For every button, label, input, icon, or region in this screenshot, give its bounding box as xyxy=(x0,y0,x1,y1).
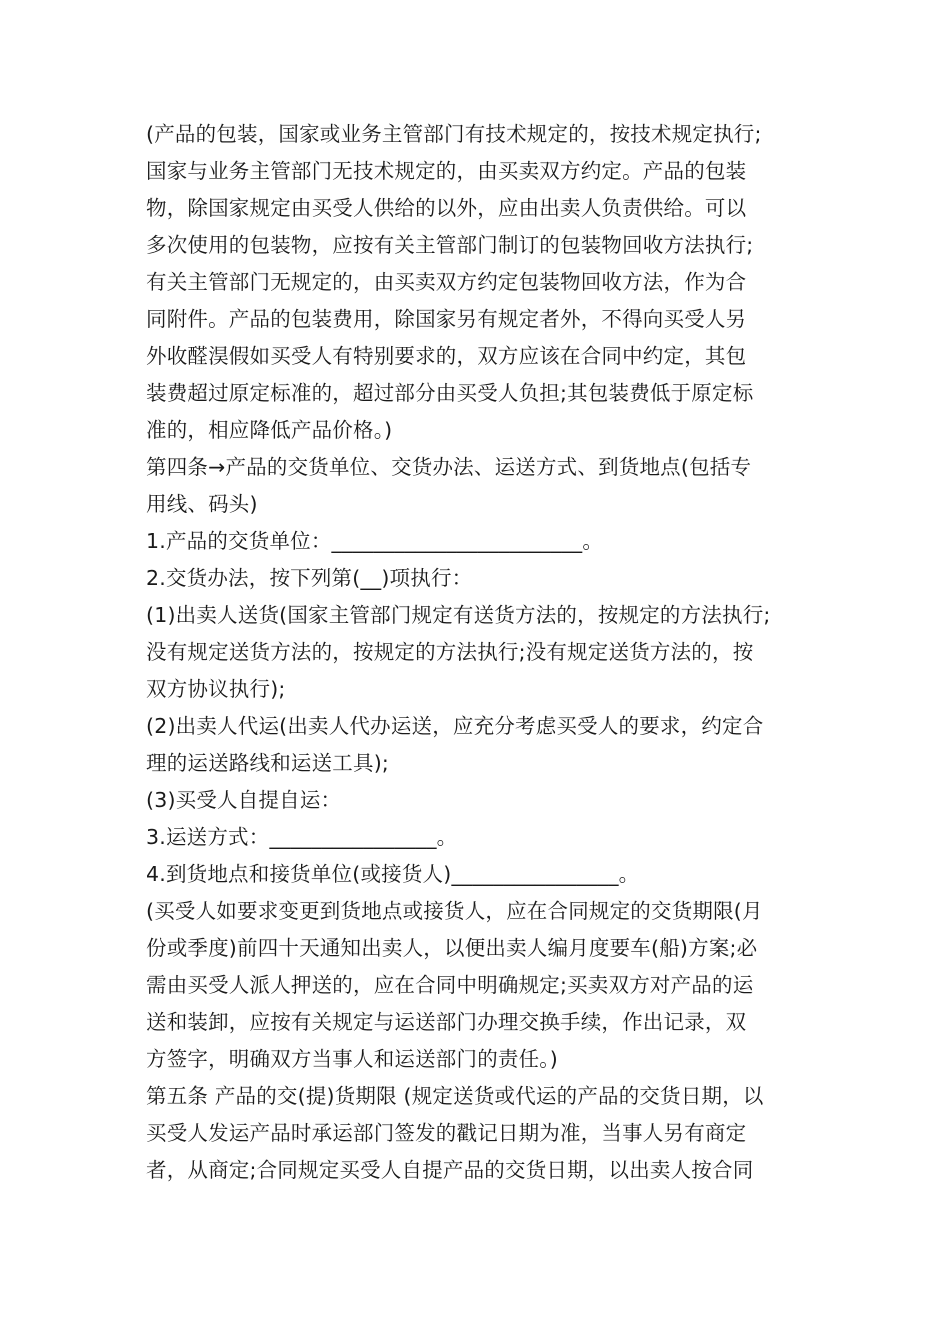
document-body xyxy=(146,116,816,1189)
text-line: 需由买受人派人押送的，应在合同中明确规定;买卖双方对产品的运 xyxy=(146,973,754,997)
text-line: 有关主管部门无规定的，由买卖双方约定包装物回收方法，作为合 xyxy=(146,270,747,294)
text-line: 装费超过原定标准的，超过部分由买受人负担;其包装费低于原定标 xyxy=(146,381,754,405)
article-heading-4: 第四条→产品的交货单位、交货办法、运送方式、到货地点(包括专 xyxy=(146,455,752,479)
article-heading-5: 第五条 产品的交(提)货期限 (规定送货或代运的产品的交货日期，以 xyxy=(146,1084,764,1108)
clause-line: 3.运送方式：________________。 xyxy=(146,825,458,849)
text-line: 国家与业务主管部门无技术规定的，由买卖双方约定。产品的包装 xyxy=(146,159,747,183)
text-line: 用线、码头) xyxy=(146,492,258,516)
text-line: (3)买受人自提自运： xyxy=(146,788,342,812)
text-line: 多次使用的包装物，应按有关主管部门制订的包装物回收方法执行; xyxy=(146,233,754,257)
text-line: 外收醛淏假如买受人有特别要求的，双方应该在合同中约定，其包 xyxy=(146,344,747,368)
text-line: 者，从商定;合同规定买受人自提产品的交货日期，以出卖人按合同 xyxy=(146,1158,754,1182)
text-line: 同附件。产品的包装费用，除国家另有规定者外，不得向买受人另 xyxy=(146,307,747,331)
clause-line: 2.交货办法，按下列第(__)项执行： xyxy=(146,566,473,590)
text-line: 物，除国家规定由买受人供给的以外，应由出卖人负责供给。可以 xyxy=(146,196,747,220)
text-line: (2)出卖人代运(出卖人代办运送，应充分考虑买受人的要求，约定合 xyxy=(146,714,764,738)
text-line: 份或季度)前四十天通知出卖人，以便出卖人编月度要车(船)方案;必 xyxy=(146,936,758,960)
text-line: (产品的包装，国家或业务主管部门有技术规定的，按技术规定执行; xyxy=(146,122,762,146)
text-line: 双方协议执行); xyxy=(146,677,286,701)
text-line: (买受人如要求变更到货地点或接货人，应在合同规定的交货期限(月 xyxy=(146,899,763,923)
clause-line: 4.到货地点和接货单位(或接货人)________________。 xyxy=(146,862,640,886)
text-line: 方签字，明确双方当事人和运送部门的责任。) xyxy=(146,1047,558,1071)
text-line: (1)出卖人送货(国家主管部门规定有送货方法的，按规定的方法执行; xyxy=(146,603,771,627)
text-line: 送和装卸，应按有关规定与运送部门办理交换手续，作出记录，双 xyxy=(146,1010,747,1034)
text-line: 准的，相应降低产品价格。) xyxy=(146,418,393,442)
text-line: 没有规定送货方法的，按规定的方法执行;没有规定送货方法的，按 xyxy=(146,640,754,664)
clause-line: 1.产品的交货单位：________________________。 xyxy=(146,529,604,553)
text-line: 理的运送路线和运送工具); xyxy=(146,751,390,775)
text-line: 买受人发运产品时承运部门签发的戳记日期为准，当事人另有商定 xyxy=(146,1121,747,1145)
